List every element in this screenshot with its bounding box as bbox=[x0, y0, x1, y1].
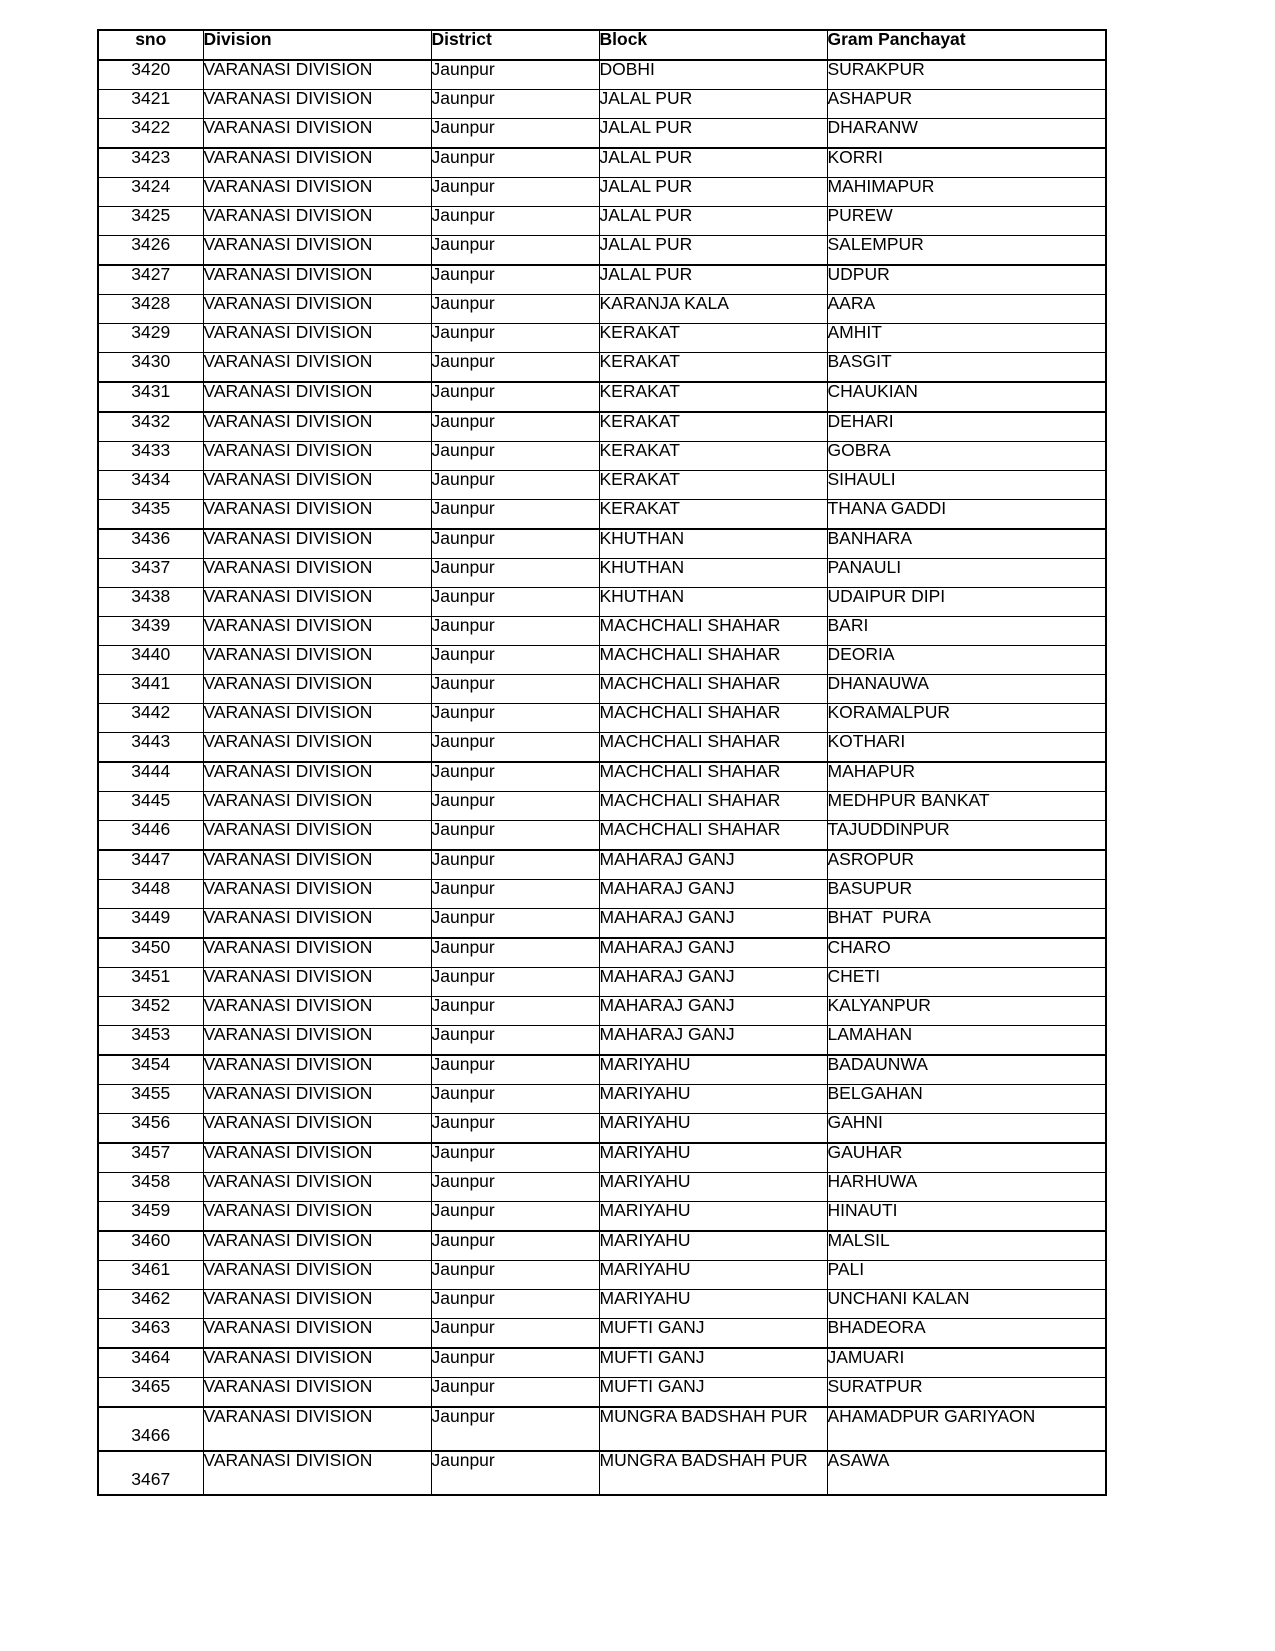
table-row bbox=[98, 324, 1106, 353]
cell-district: Jaunpur bbox=[431, 1348, 599, 1378]
cell-division: VARANASI DIVISION bbox=[203, 353, 431, 383]
table-body bbox=[98, 60, 1106, 1495]
cell-sno: 3439 bbox=[98, 617, 203, 646]
cell-sno: 3443 bbox=[98, 733, 203, 763]
cell-block: MACHCHALI SHAHAR bbox=[599, 617, 827, 646]
cell-gram-panchayat: KORAMALPUR bbox=[827, 704, 1106, 733]
cell-sno: 3467 bbox=[98, 1451, 203, 1495]
cell-district: Jaunpur bbox=[431, 207, 599, 236]
cell-district: Jaunpur bbox=[431, 1231, 599, 1261]
cell-district: Jaunpur bbox=[431, 412, 599, 442]
cell-district: Jaunpur bbox=[431, 1173, 599, 1202]
cell-gram-panchayat: BHADEORA bbox=[827, 1319, 1106, 1349]
cell-gram-panchayat: UDPUR bbox=[827, 265, 1106, 295]
cell-sno: 3425 bbox=[98, 207, 203, 236]
cell-district: Jaunpur bbox=[431, 353, 599, 383]
cell-gram-panchayat: SURAKPUR bbox=[827, 60, 1106, 90]
cell-sno: 3456 bbox=[98, 1114, 203, 1144]
cell-sno: 3432 bbox=[98, 412, 203, 442]
cell-sno: 3438 bbox=[98, 588, 203, 617]
cell-block: MARIYAHU bbox=[599, 1173, 827, 1202]
cell-division: VARANASI DIVISION bbox=[203, 617, 431, 646]
cell-gram-panchayat: CHAUKIAN bbox=[827, 382, 1106, 412]
cell-division: VARANASI DIVISION bbox=[203, 1378, 431, 1408]
cell-division: VARANASI DIVISION bbox=[203, 442, 431, 471]
cell-block: JALAL PUR bbox=[599, 178, 827, 207]
cell-district: Jaunpur bbox=[431, 442, 599, 471]
table-row bbox=[98, 207, 1106, 236]
cell-gram-panchayat: DEHARI bbox=[827, 412, 1106, 442]
cell-division: VARANASI DIVISION bbox=[203, 792, 431, 821]
cell-gram-panchayat: LAMAHAN bbox=[827, 1026, 1106, 1056]
table-row bbox=[98, 265, 1106, 295]
cell-block: KERAKAT bbox=[599, 382, 827, 412]
cell-block: MAHARAJ GANJ bbox=[599, 968, 827, 997]
cell-sno: 3449 bbox=[98, 909, 203, 939]
table-row bbox=[98, 1319, 1106, 1349]
cell-block: JALAL PUR bbox=[599, 207, 827, 236]
cell-block: MACHCHALI SHAHAR bbox=[599, 704, 827, 733]
cell-district: Jaunpur bbox=[431, 1451, 599, 1495]
cell-district: Jaunpur bbox=[431, 1114, 599, 1144]
cell-district: Jaunpur bbox=[431, 265, 599, 295]
table-row bbox=[98, 471, 1106, 500]
cell-gram-panchayat: ASAWA bbox=[827, 1451, 1106, 1495]
gram-panchayat-table bbox=[97, 29, 1107, 1496]
cell-block: MUFTI GANJ bbox=[599, 1348, 827, 1378]
table-row bbox=[98, 646, 1106, 675]
table-row bbox=[98, 1143, 1106, 1173]
cell-division: VARANASI DIVISION bbox=[203, 704, 431, 733]
cell-gram-panchayat: SALEMPUR bbox=[827, 236, 1106, 266]
table-row bbox=[98, 1290, 1106, 1319]
cell-gram-panchayat: BELGAHAN bbox=[827, 1085, 1106, 1114]
cell-district: Jaunpur bbox=[431, 1378, 599, 1408]
cell-district: Jaunpur bbox=[431, 675, 599, 704]
cell-sno: 3444 bbox=[98, 762, 203, 792]
gram-panchayat-table-container bbox=[97, 29, 1105, 1496]
cell-gram-panchayat: GOBRA bbox=[827, 442, 1106, 471]
cell-gram-panchayat: AMHIT bbox=[827, 324, 1106, 353]
cell-division: VARANASI DIVISION bbox=[203, 1202, 431, 1232]
cell-division: VARANASI DIVISION bbox=[203, 968, 431, 997]
cell-district: Jaunpur bbox=[431, 382, 599, 412]
cell-sno: 3441 bbox=[98, 675, 203, 704]
cell-block: MACHCHALI SHAHAR bbox=[599, 762, 827, 792]
column-header-gram-panchayat: Gram Panchayat bbox=[827, 30, 1106, 60]
table-row bbox=[98, 821, 1106, 851]
table-row bbox=[98, 119, 1106, 149]
cell-sno: 3450 bbox=[98, 938, 203, 968]
table-row bbox=[98, 1348, 1106, 1378]
cell-block: MAHARAJ GANJ bbox=[599, 880, 827, 909]
cell-block: JALAL PUR bbox=[599, 119, 827, 149]
table-row bbox=[98, 968, 1106, 997]
table-row bbox=[98, 880, 1106, 909]
cell-district: Jaunpur bbox=[431, 1085, 599, 1114]
cell-division: VARANASI DIVISION bbox=[203, 909, 431, 939]
cell-block: MUNGRA BADSHAH PUR bbox=[599, 1407, 827, 1451]
cell-sno: 3458 bbox=[98, 1173, 203, 1202]
cell-division: VARANASI DIVISION bbox=[203, 1055, 431, 1085]
cell-sno: 3445 bbox=[98, 792, 203, 821]
cell-block: MACHCHALI SHAHAR bbox=[599, 733, 827, 763]
cell-gram-panchayat: BASGIT bbox=[827, 353, 1106, 383]
cell-district: Jaunpur bbox=[431, 880, 599, 909]
cell-district: Jaunpur bbox=[431, 148, 599, 178]
cell-gram-panchayat: BARI bbox=[827, 617, 1106, 646]
table-row bbox=[98, 1202, 1106, 1232]
table-row bbox=[98, 1261, 1106, 1290]
cell-division: VARANASI DIVISION bbox=[203, 1407, 431, 1451]
cell-division: VARANASI DIVISION bbox=[203, 1085, 431, 1114]
cell-district: Jaunpur bbox=[431, 90, 599, 119]
cell-district: Jaunpur bbox=[431, 1055, 599, 1085]
table-row bbox=[98, 792, 1106, 821]
cell-division: VARANASI DIVISION bbox=[203, 178, 431, 207]
cell-division: VARANASI DIVISION bbox=[203, 1261, 431, 1290]
table-row bbox=[98, 236, 1106, 266]
cell-block: KERAKAT bbox=[599, 412, 827, 442]
table-row bbox=[98, 500, 1106, 530]
cell-block: MAHARAJ GANJ bbox=[599, 997, 827, 1026]
cell-block: KHUTHAN bbox=[599, 529, 827, 559]
cell-district: Jaunpur bbox=[431, 500, 599, 530]
cell-gram-panchayat: ASROPUR bbox=[827, 850, 1106, 880]
cell-gram-panchayat: BANHARA bbox=[827, 529, 1106, 559]
cell-block: JALAL PUR bbox=[599, 148, 827, 178]
cell-district: Jaunpur bbox=[431, 646, 599, 675]
table-header bbox=[98, 30, 1106, 60]
table-row bbox=[98, 938, 1106, 968]
table-row bbox=[98, 704, 1106, 733]
table-row bbox=[98, 178, 1106, 207]
cell-block: JALAL PUR bbox=[599, 236, 827, 266]
cell-gram-panchayat: TAJUDDINPUR bbox=[827, 821, 1106, 851]
cell-block: KERAKAT bbox=[599, 442, 827, 471]
cell-sno: 3424 bbox=[98, 178, 203, 207]
table-row bbox=[98, 529, 1106, 559]
cell-gram-panchayat: ASHAPUR bbox=[827, 90, 1106, 119]
cell-district: Jaunpur bbox=[431, 236, 599, 266]
cell-district: Jaunpur bbox=[431, 704, 599, 733]
cell-sno: 3427 bbox=[98, 265, 203, 295]
cell-sno: 3436 bbox=[98, 529, 203, 559]
cell-division: VARANASI DIVISION bbox=[203, 1319, 431, 1349]
table-row bbox=[98, 1055, 1106, 1085]
cell-district: Jaunpur bbox=[431, 997, 599, 1026]
cell-district: Jaunpur bbox=[431, 60, 599, 90]
cell-division: VARANASI DIVISION bbox=[203, 90, 431, 119]
cell-district: Jaunpur bbox=[431, 559, 599, 588]
cell-sno: 3448 bbox=[98, 880, 203, 909]
cell-sno: 3429 bbox=[98, 324, 203, 353]
cell-gram-panchayat: PANAULI bbox=[827, 559, 1106, 588]
table-row bbox=[98, 762, 1106, 792]
cell-block: JALAL PUR bbox=[599, 265, 827, 295]
cell-gram-panchayat: HINAUTI bbox=[827, 1202, 1106, 1232]
table-row bbox=[98, 1231, 1106, 1261]
cell-division: VARANASI DIVISION bbox=[203, 236, 431, 266]
cell-sno: 3421 bbox=[98, 90, 203, 119]
cell-district: Jaunpur bbox=[431, 617, 599, 646]
cell-block: JALAL PUR bbox=[599, 90, 827, 119]
cell-gram-panchayat: KALYANPUR bbox=[827, 997, 1106, 1026]
cell-block: KERAKAT bbox=[599, 353, 827, 383]
cell-gram-panchayat: MAHIMAPUR bbox=[827, 178, 1106, 207]
cell-sno: 3461 bbox=[98, 1261, 203, 1290]
cell-district: Jaunpur bbox=[431, 850, 599, 880]
cell-sno: 3440 bbox=[98, 646, 203, 675]
cell-district: Jaunpur bbox=[431, 324, 599, 353]
cell-sno: 3430 bbox=[98, 353, 203, 383]
cell-gram-panchayat: PUREW bbox=[827, 207, 1106, 236]
cell-district: Jaunpur bbox=[431, 762, 599, 792]
cell-sno: 3452 bbox=[98, 997, 203, 1026]
table-row bbox=[98, 442, 1106, 471]
table-row bbox=[98, 1451, 1106, 1495]
cell-gram-panchayat: BHAT PURA bbox=[827, 909, 1106, 939]
cell-sno: 3462 bbox=[98, 1290, 203, 1319]
cell-block: MARIYAHU bbox=[599, 1202, 827, 1232]
cell-sno: 3447 bbox=[98, 850, 203, 880]
cell-district: Jaunpur bbox=[431, 938, 599, 968]
cell-sno: 3454 bbox=[98, 1055, 203, 1085]
cell-district: Jaunpur bbox=[431, 1261, 599, 1290]
table-row bbox=[98, 148, 1106, 178]
cell-gram-panchayat: GAHNI bbox=[827, 1114, 1106, 1144]
table-row bbox=[98, 997, 1106, 1026]
cell-division: VARANASI DIVISION bbox=[203, 938, 431, 968]
cell-gram-panchayat: KOTHARI bbox=[827, 733, 1106, 763]
cell-gram-panchayat: JAMUARI bbox=[827, 1348, 1106, 1378]
cell-division: VARANASI DIVISION bbox=[203, 733, 431, 763]
cell-division: VARANASI DIVISION bbox=[203, 1114, 431, 1144]
cell-block: MAHARAJ GANJ bbox=[599, 938, 827, 968]
cell-sno: 3460 bbox=[98, 1231, 203, 1261]
table-row bbox=[98, 1085, 1106, 1114]
cell-gram-panchayat: CHETI bbox=[827, 968, 1106, 997]
cell-sno: 3422 bbox=[98, 119, 203, 149]
cell-division: VARANASI DIVISION bbox=[203, 821, 431, 851]
cell-gram-panchayat: UDAIPUR DIPI bbox=[827, 588, 1106, 617]
cell-sno: 3466 bbox=[98, 1407, 203, 1451]
table-row bbox=[98, 617, 1106, 646]
cell-sno: 3433 bbox=[98, 442, 203, 471]
cell-gram-panchayat: BASUPUR bbox=[827, 880, 1106, 909]
cell-gram-panchayat: CHARO bbox=[827, 938, 1106, 968]
cell-division: VARANASI DIVISION bbox=[203, 148, 431, 178]
table-row bbox=[98, 60, 1106, 90]
cell-gram-panchayat: MEDHPUR BANKAT bbox=[827, 792, 1106, 821]
cell-block: KARANJA KALA bbox=[599, 295, 827, 324]
cell-division: VARANASI DIVISION bbox=[203, 1026, 431, 1056]
cell-gram-panchayat: MAHAPUR bbox=[827, 762, 1106, 792]
cell-gram-panchayat: AARA bbox=[827, 295, 1106, 324]
cell-sno: 3446 bbox=[98, 821, 203, 851]
cell-district: Jaunpur bbox=[431, 909, 599, 939]
cell-gram-panchayat: AHAMADPUR GARIYAON bbox=[827, 1407, 1106, 1451]
cell-block: MARIYAHU bbox=[599, 1114, 827, 1144]
cell-district: Jaunpur bbox=[431, 968, 599, 997]
cell-gram-panchayat: HARHUWA bbox=[827, 1173, 1106, 1202]
cell-division: VARANASI DIVISION bbox=[203, 207, 431, 236]
column-header-block: Block bbox=[599, 30, 827, 60]
cell-gram-panchayat: DHANAUWA bbox=[827, 675, 1106, 704]
cell-division: VARANASI DIVISION bbox=[203, 295, 431, 324]
cell-division: VARANASI DIVISION bbox=[203, 675, 431, 704]
cell-block: MACHCHALI SHAHAR bbox=[599, 821, 827, 851]
table-row bbox=[98, 1114, 1106, 1144]
cell-block: KHUTHAN bbox=[599, 588, 827, 617]
cell-district: Jaunpur bbox=[431, 529, 599, 559]
cell-division: VARANASI DIVISION bbox=[203, 559, 431, 588]
cell-block: MARIYAHU bbox=[599, 1290, 827, 1319]
cell-district: Jaunpur bbox=[431, 471, 599, 500]
table-row bbox=[98, 733, 1106, 763]
cell-division: VARANASI DIVISION bbox=[203, 265, 431, 295]
cell-district: Jaunpur bbox=[431, 1202, 599, 1232]
cell-block: MACHCHALI SHAHAR bbox=[599, 646, 827, 675]
cell-division: VARANASI DIVISION bbox=[203, 997, 431, 1026]
cell-block: MARIYAHU bbox=[599, 1231, 827, 1261]
cell-gram-panchayat: PALI bbox=[827, 1261, 1106, 1290]
table-row bbox=[98, 588, 1106, 617]
cell-division: VARANASI DIVISION bbox=[203, 1290, 431, 1319]
cell-sno: 3464 bbox=[98, 1348, 203, 1378]
cell-division: VARANASI DIVISION bbox=[203, 1231, 431, 1261]
cell-block: DOBHI bbox=[599, 60, 827, 90]
cell-sno: 3434 bbox=[98, 471, 203, 500]
cell-sno: 3431 bbox=[98, 382, 203, 412]
cell-division: VARANASI DIVISION bbox=[203, 1451, 431, 1495]
cell-division: VARANASI DIVISION bbox=[203, 1348, 431, 1378]
cell-sno: 3442 bbox=[98, 704, 203, 733]
cell-division: VARANASI DIVISION bbox=[203, 1173, 431, 1202]
cell-division: VARANASI DIVISION bbox=[203, 1143, 431, 1173]
cell-gram-panchayat: UNCHANI KALAN bbox=[827, 1290, 1106, 1319]
table-row bbox=[98, 909, 1106, 939]
cell-sno: 3455 bbox=[98, 1085, 203, 1114]
cell-gram-panchayat: SURATPUR bbox=[827, 1378, 1106, 1408]
cell-district: Jaunpur bbox=[431, 733, 599, 763]
cell-gram-panchayat: THANA GADDI bbox=[827, 500, 1106, 530]
cell-gram-panchayat: MALSIL bbox=[827, 1231, 1106, 1261]
cell-division: VARANASI DIVISION bbox=[203, 646, 431, 675]
cell-division: VARANASI DIVISION bbox=[203, 588, 431, 617]
cell-block: MAHARAJ GANJ bbox=[599, 909, 827, 939]
cell-sno: 3465 bbox=[98, 1378, 203, 1408]
cell-district: Jaunpur bbox=[431, 178, 599, 207]
cell-block: MACHCHALI SHAHAR bbox=[599, 792, 827, 821]
table-row bbox=[98, 1026, 1106, 1056]
cell-gram-panchayat: SIHAULI bbox=[827, 471, 1106, 500]
cell-district: Jaunpur bbox=[431, 1143, 599, 1173]
table-row bbox=[98, 412, 1106, 442]
table-row bbox=[98, 675, 1106, 704]
cell-block: KERAKAT bbox=[599, 324, 827, 353]
table-row bbox=[98, 559, 1106, 588]
cell-sno: 3435 bbox=[98, 500, 203, 530]
cell-gram-panchayat: DEORIA bbox=[827, 646, 1106, 675]
cell-block: KHUTHAN bbox=[599, 559, 827, 588]
table-row bbox=[98, 295, 1106, 324]
cell-division: VARANASI DIVISION bbox=[203, 382, 431, 412]
cell-district: Jaunpur bbox=[431, 295, 599, 324]
cell-gram-panchayat: DHARANW bbox=[827, 119, 1106, 149]
cell-division: VARANASI DIVISION bbox=[203, 850, 431, 880]
column-header-district: District bbox=[431, 30, 599, 60]
column-header-sno: sno bbox=[98, 30, 203, 60]
cell-district: Jaunpur bbox=[431, 821, 599, 851]
cell-division: VARANASI DIVISION bbox=[203, 880, 431, 909]
cell-district: Jaunpur bbox=[431, 1407, 599, 1451]
table-row bbox=[98, 1407, 1106, 1451]
cell-district: Jaunpur bbox=[431, 792, 599, 821]
cell-sno: 3457 bbox=[98, 1143, 203, 1173]
cell-gram-panchayat: BADAUNWA bbox=[827, 1055, 1106, 1085]
table-header-row bbox=[98, 30, 1106, 60]
cell-block: MARIYAHU bbox=[599, 1143, 827, 1173]
cell-block: MAHARAJ GANJ bbox=[599, 850, 827, 880]
cell-block: MARIYAHU bbox=[599, 1085, 827, 1114]
cell-division: VARANASI DIVISION bbox=[203, 60, 431, 90]
cell-sno: 3451 bbox=[98, 968, 203, 997]
cell-district: Jaunpur bbox=[431, 1290, 599, 1319]
cell-block: MUNGRA BADSHAH PUR bbox=[599, 1451, 827, 1495]
cell-district: Jaunpur bbox=[431, 119, 599, 149]
cell-division: VARANASI DIVISION bbox=[203, 500, 431, 530]
cell-block: KERAKAT bbox=[599, 471, 827, 500]
table-row bbox=[98, 1378, 1106, 1408]
cell-block: MAHARAJ GANJ bbox=[599, 1026, 827, 1056]
cell-division: VARANASI DIVISION bbox=[203, 529, 431, 559]
cell-sno: 3463 bbox=[98, 1319, 203, 1349]
cell-sno: 3423 bbox=[98, 148, 203, 178]
cell-sno: 3453 bbox=[98, 1026, 203, 1056]
cell-block: MARIYAHU bbox=[599, 1261, 827, 1290]
cell-division: VARANASI DIVISION bbox=[203, 762, 431, 792]
cell-gram-panchayat: GAUHAR bbox=[827, 1143, 1106, 1173]
table-row bbox=[98, 90, 1106, 119]
cell-division: VARANASI DIVISION bbox=[203, 119, 431, 149]
cell-division: VARANASI DIVISION bbox=[203, 324, 431, 353]
cell-sno: 3459 bbox=[98, 1202, 203, 1232]
cell-sno: 3437 bbox=[98, 559, 203, 588]
cell-block: MUFTI GANJ bbox=[599, 1378, 827, 1408]
cell-district: Jaunpur bbox=[431, 1026, 599, 1056]
cell-district: Jaunpur bbox=[431, 588, 599, 617]
cell-block: MACHCHALI SHAHAR bbox=[599, 675, 827, 704]
cell-division: VARANASI DIVISION bbox=[203, 412, 431, 442]
cell-sno: 3428 bbox=[98, 295, 203, 324]
cell-block: MARIYAHU bbox=[599, 1055, 827, 1085]
cell-block: MUFTI GANJ bbox=[599, 1319, 827, 1349]
cell-block: KERAKAT bbox=[599, 500, 827, 530]
table-row bbox=[98, 850, 1106, 880]
cell-sno: 3420 bbox=[98, 60, 203, 90]
cell-gram-panchayat: KORRI bbox=[827, 148, 1106, 178]
cell-district: Jaunpur bbox=[431, 1319, 599, 1349]
column-header-division: Division bbox=[203, 30, 431, 60]
table-row bbox=[98, 1173, 1106, 1202]
table-row bbox=[98, 382, 1106, 412]
cell-sno: 3426 bbox=[98, 236, 203, 266]
table-row bbox=[98, 353, 1106, 383]
cell-division: VARANASI DIVISION bbox=[203, 471, 431, 500]
